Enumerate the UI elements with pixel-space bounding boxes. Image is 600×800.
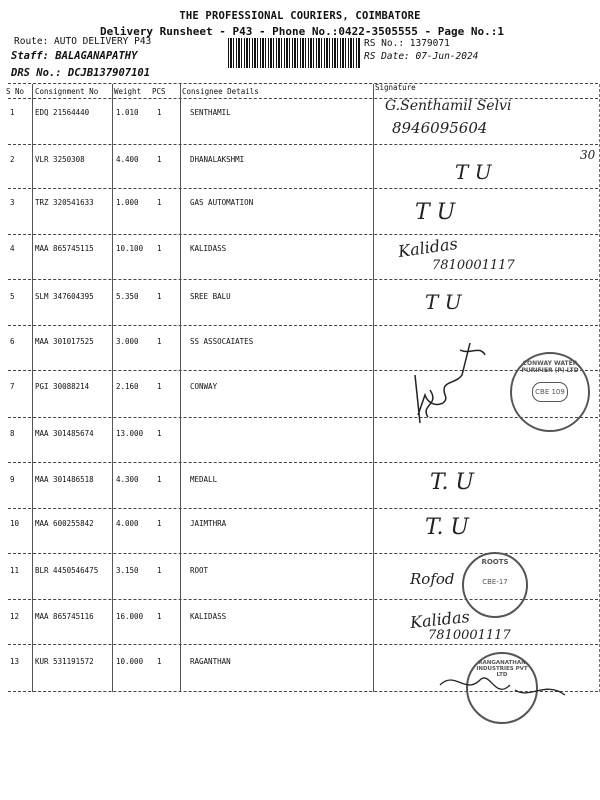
- cell-pcs: 1: [157, 108, 162, 117]
- conway-stamp: CONWAY WATER PURIFIER (P) LTD CBE 109: [510, 352, 590, 432]
- cell-consignee: ROOT: [190, 566, 209, 575]
- col-rule-3: [180, 84, 181, 692]
- signature-scribble-row-13: [435, 665, 575, 705]
- col-rule-4: [373, 84, 374, 692]
- cell-weight: 13.000: [116, 429, 144, 438]
- row-divider: [8, 462, 598, 463]
- row-divider: [8, 644, 598, 645]
- cell-consignment: BLR 4450546475: [35, 566, 99, 575]
- cell-weight: 3.000: [116, 337, 139, 346]
- row-divider: [8, 508, 598, 509]
- cell-sno: 10: [10, 519, 20, 528]
- cell-consignee: SENTHAMIL: [190, 108, 231, 117]
- row-divider: [8, 370, 598, 371]
- cell-sno: 3: [10, 198, 15, 207]
- margin-note: 30: [580, 148, 596, 162]
- cell-weight: 2.160: [116, 382, 139, 391]
- cell-pcs: 1: [157, 429, 162, 438]
- cell-weight: 1.000: [116, 198, 139, 207]
- cell-consignee: KALIDASS: [190, 244, 227, 253]
- cell-consignee: SREE BALU: [190, 292, 231, 301]
- ranganathan-stamp: RANGANATHAN INDUSTRIES PVT LTD: [466, 652, 538, 724]
- cell-weight: 4.300: [116, 475, 139, 484]
- cell-sno: 5: [10, 292, 15, 301]
- cell-consignee: CONWAY: [190, 382, 218, 391]
- roots-stamp: ROOTS CBE-17: [462, 552, 528, 618]
- cell-consignment: MAA 301485674: [35, 429, 94, 438]
- col-header-sno: S No: [6, 87, 25, 96]
- cell-consignee: SS ASSOCAIATES: [190, 337, 254, 346]
- col-header-weight: Weight: [114, 87, 142, 96]
- phone-row-12: 7810001117: [428, 628, 511, 643]
- cell-sno: 1: [10, 108, 15, 117]
- cell-pcs: 1: [157, 566, 162, 575]
- cell-consignment: KUR 531191572: [35, 657, 94, 666]
- runsheet-title: Delivery Runsheet - P43 - Phone No.:0422-3505555 - Page No.:1: [100, 25, 504, 38]
- cell-sno: 9: [10, 475, 15, 484]
- col-header-consignment: Consignment No: [35, 87, 99, 96]
- row-divider: [8, 325, 598, 326]
- cell-sno: 11: [10, 566, 20, 575]
- cell-consignment: MAA 865745115: [35, 244, 94, 253]
- cell-consignee: JAIMTHRA: [190, 519, 227, 528]
- barcode-image: [228, 38, 360, 68]
- col-header-signature: Signature: [375, 83, 416, 92]
- cell-consignee: RAGANTHAN: [190, 657, 231, 666]
- cell-pcs: 1: [157, 612, 162, 621]
- row-divider: [8, 553, 598, 554]
- col-header-consignee: Consignee Details: [182, 87, 259, 96]
- company-title: THE PROFESSIONAL COURIERS, COIMBATORE: [179, 10, 421, 22]
- cell-weight: 4.000: [116, 519, 139, 528]
- cell-pcs: 1: [157, 475, 162, 484]
- cell-consignee: MEDALL: [190, 475, 218, 484]
- cell-consignment: VLR 3250308: [35, 155, 85, 164]
- cell-weight: 10.000: [116, 657, 144, 666]
- cell-pcs: 1: [157, 198, 162, 207]
- cell-sno: 2: [10, 155, 15, 164]
- row-divider: [8, 279, 598, 280]
- signature-row-12: Kalidas: [409, 606, 471, 633]
- cell-consignment: EDQ 21564440: [35, 108, 90, 117]
- cell-consignment: MAA 301017525: [35, 337, 94, 346]
- cell-sno: 13: [10, 657, 20, 666]
- cell-sno: 6: [10, 337, 15, 346]
- drs-number: DRS No.: DCJB137907101: [11, 67, 151, 79]
- cell-consignee: KALIDASS: [190, 612, 227, 621]
- col-rule-1: [32, 84, 33, 692]
- cell-weight: 4.400: [116, 155, 139, 164]
- cell-weight: 10.100: [116, 244, 144, 253]
- signature-row-3: T U: [415, 200, 456, 225]
- cell-pcs: 1: [157, 155, 162, 164]
- signature-row-9: T. U: [430, 470, 474, 495]
- cell-pcs: 1: [157, 382, 162, 391]
- cell-consignment: MAA 865745116: [35, 612, 94, 621]
- row-divider: [8, 417, 598, 418]
- signature-row-11: Rofod: [410, 570, 455, 588]
- cell-consignee: DHANALAKSHMI: [190, 155, 245, 164]
- phone-row-1: 8946095604: [392, 119, 488, 137]
- signature-scribble-rows-6-7: [400, 335, 495, 425]
- cell-sno: 8: [10, 429, 15, 438]
- cell-weight: 3.150: [116, 566, 139, 575]
- signature-row-1: G.Senthamil Selvi: [385, 98, 512, 114]
- cell-sno: 4: [10, 244, 15, 253]
- row-divider: [8, 188, 598, 189]
- cell-pcs: 1: [157, 292, 162, 301]
- row-divider: [8, 144, 598, 145]
- cell-consignee: GAS AUTOMATION: [190, 198, 254, 207]
- table-top-rule: [8, 83, 598, 84]
- cell-weight: 5.350: [116, 292, 139, 301]
- cell-sno: 12: [10, 612, 20, 621]
- cell-consignment: SLM 347604395: [35, 292, 94, 301]
- col-header-pcs: PCS: [152, 87, 166, 96]
- signature-row-4: Kalidas: [396, 233, 459, 262]
- route-label: Route: AUTO DELIVERY P43: [14, 36, 152, 47]
- cell-pcs: 1: [157, 519, 162, 528]
- signature-row-5: T U: [425, 290, 462, 314]
- signature-row-2: T U: [455, 160, 492, 184]
- staff-label: Staff: BALAGANAPATHY: [11, 50, 138, 62]
- cell-pcs: 1: [157, 244, 162, 253]
- row-divider: [8, 234, 598, 235]
- col-rule-2: [112, 84, 113, 692]
- cell-consignment: MAA 301486518: [35, 475, 94, 484]
- rs-number: RS No.: 1379071: [364, 38, 450, 49]
- signature-row-10: T. U: [425, 515, 469, 540]
- cell-sno: 7: [10, 382, 15, 391]
- cell-weight: 1.010: [116, 108, 139, 117]
- phone-row-4: 7810001117: [432, 258, 515, 273]
- cell-pcs: 1: [157, 337, 162, 346]
- cell-pcs: 1: [157, 657, 162, 666]
- rs-date: RS Date: 07-Jun-2024: [364, 51, 479, 62]
- cell-weight: 16.000: [116, 612, 144, 621]
- cell-consignment: MAA 600255842: [35, 519, 94, 528]
- cell-consignment: TRZ 320541633: [35, 198, 94, 207]
- cell-consignment: PGI 30088214: [35, 382, 90, 391]
